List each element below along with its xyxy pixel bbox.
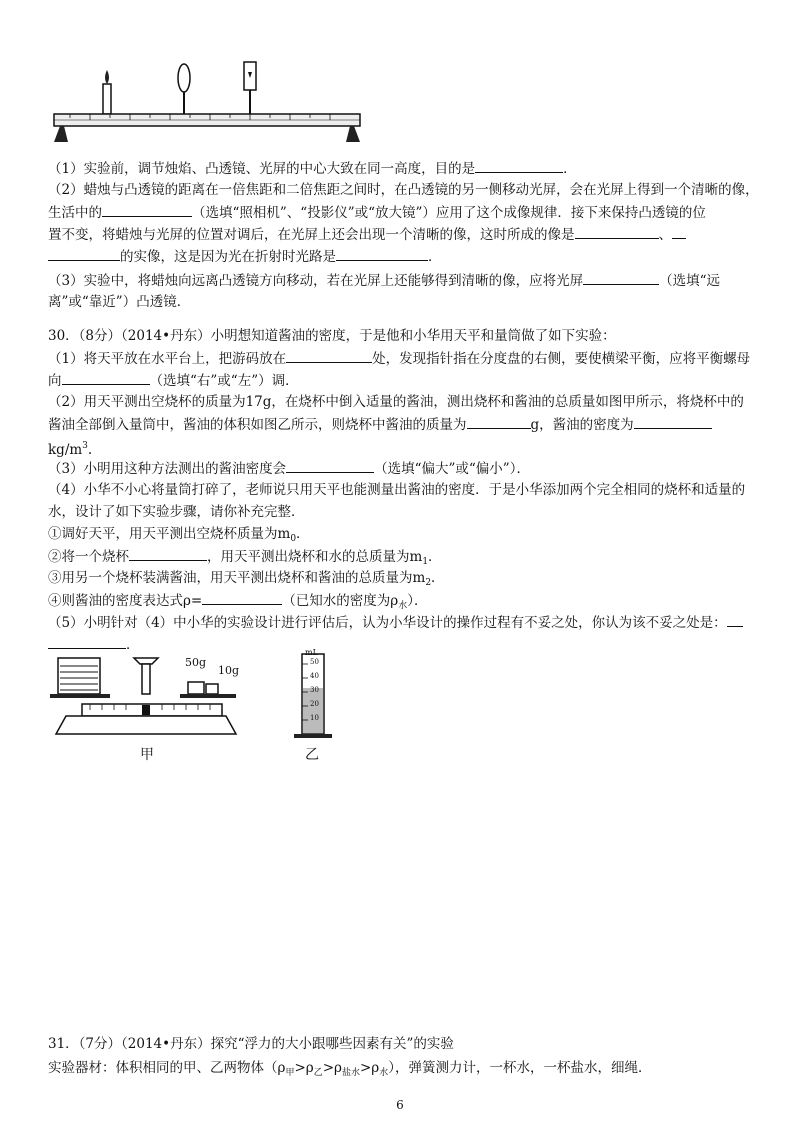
subscript: 水 [379, 1068, 389, 1078]
q31-text: >ρ [359, 1060, 380, 1076]
cylinder-tick: 20 [310, 700, 319, 708]
q30-text: （选填“偏大”或“偏小”）． [374, 461, 530, 477]
answer-blank[interactable] [129, 546, 207, 561]
balance-pointer [134, 658, 158, 694]
q30-text: ④则酱油的密度表达式ρ= [48, 593, 203, 609]
q30-text: ①调好天平，用天平测出空烧杯质量为m [48, 526, 291, 542]
q29-part2-text: 置不变，将蜡烛与光屏的位置对调后，在光屏上还会出现一个清晰的像，这时所成的像是 [48, 227, 575, 243]
answer-blank[interactable] [634, 414, 712, 429]
q29-part2-text: 、 [658, 227, 672, 243]
subscript: 0 [290, 534, 297, 544]
cylinder-tick: 50 [310, 658, 319, 666]
subscript: 乙 [313, 1068, 323, 1078]
q29-part1-text: （1）实验前，调节烛焰、凸透镜、光屏的中心大致在同一高度，目的是 [48, 161, 476, 177]
subscript: 2 [425, 578, 432, 588]
answer-blank[interactable] [48, 634, 126, 649]
q30-text: . [87, 442, 93, 458]
candle [103, 70, 111, 114]
q30-text: （选填“右”或“左”）调． [149, 373, 299, 389]
q30-text: ． [431, 570, 445, 586]
figure-yi-label: 乙 [305, 747, 319, 763]
q30-text: （3）小明用这种方法测出的酱油密度会 [48, 461, 287, 477]
q30-text: 酱油全部倒入量筒中，酱油的体积如图乙所示，则烧杯中酱油的质量为 [48, 417, 467, 433]
weights [188, 682, 218, 694]
cylinder-tick: 30 [310, 686, 319, 694]
subscript: 水 [398, 601, 408, 611]
q30-part4-line1: （4）小华不小心将量筒打碎了，老师说只用天平也能测量出酱油的密度．于是小华添加两个完全相同的烧杯和适量的 [48, 482, 746, 498]
cylinder-unit: mL [305, 648, 318, 657]
q29-part2-line3 [48, 224, 686, 245]
q30-part5-line1 [48, 612, 743, 633]
answer-blank[interactable] [575, 224, 659, 239]
q30-part1-line1 [48, 348, 750, 369]
q30-header: 30．（8分）（2014•丹东）小明想知道酱油的密度，于是他和小华用天平和量筒做了如下实验： [48, 328, 616, 344]
q30-part4-line2: 水，设计了如下实验步骤，请你补充完整． [48, 504, 305, 520]
mass-10g-label: 10g [218, 664, 240, 677]
optical-bench-figure [50, 58, 365, 144]
q30-text: （已知水的密度为ρ [282, 593, 399, 609]
q31-materials [48, 1058, 652, 1083]
q30-part2-line3 [48, 436, 92, 460]
answer-blank[interactable] [475, 158, 563, 173]
q30-text: ③用另一个烧杯装满酱油，用天平测出烧杯和酱油的总质量为m [48, 570, 426, 586]
left-pan [50, 694, 110, 698]
mass-50g-label: 50g [185, 656, 207, 669]
q29-part2-line2 [48, 202, 706, 223]
q29-part1-end: ． [563, 161, 577, 177]
unit-superscript: 3 [82, 441, 88, 451]
q29-part3-line1 [48, 270, 720, 291]
q31-text: >ρ [322, 1060, 342, 1076]
q30-text: （1）将天平放在水平台上，把游码放在 [48, 351, 287, 367]
answer-blank[interactable] [467, 414, 531, 429]
page-number: 6 [396, 1098, 404, 1112]
q30-part1-line2 [48, 370, 299, 391]
q29-part1 [48, 158, 577, 179]
q30-text: （5）小明针对（4）中小华的实验设计进行评估后，认为小华设计的操作过程有不妥之处，你认为该不妥之处是： [48, 615, 727, 631]
q29-part2-text: 的实像，这是因为光在折射时光路是 [120, 249, 336, 265]
q29-part2-line1: （2）蜡烛与凸透镜的距离在一倍焦距和二倍焦距之间时，在凸透镜的另一侧移动光屏，会在光屏上得到一个清晰的像， [48, 182, 759, 198]
q30-text: ②将一个烧杯 [48, 549, 129, 565]
light-screen [244, 62, 256, 114]
bench-rail [54, 114, 360, 142]
answer-blank[interactable] [48, 246, 120, 261]
q29-part3-text: （选填“远 [659, 273, 720, 289]
q31-text: ），弹簧测力计，一杯水，一杯盐水，细绳． [388, 1060, 652, 1076]
beaker [58, 658, 100, 694]
subscript: 甲 [285, 1068, 295, 1078]
density-unit: kg/m [48, 442, 83, 458]
answer-blank[interactable] [202, 590, 282, 605]
answer-blank[interactable] [583, 270, 659, 285]
subscript: 盐水 [341, 1068, 360, 1078]
q29-part3-line2: 离”或“靠近”）凸透镜． [48, 294, 191, 310]
q29-part2-end: ． [428, 249, 442, 265]
subscript: 1 [422, 557, 429, 567]
q30-text: ）． [407, 593, 428, 609]
balance-figure [46, 652, 246, 738]
q30-text: ． [296, 526, 310, 542]
q31-text: >ρ [294, 1060, 314, 1076]
answer-blank[interactable] [102, 202, 192, 217]
balance-beam [82, 704, 222, 716]
answer-blank[interactable] [286, 458, 374, 473]
q30-part2-line1: （2）用天平测出空烧杯的质量为17g，在烧杯中倒入适量的酱油，测出烧杯和酱油的总质量如图甲所示，将烧杯中的 [48, 394, 744, 410]
cylinder-tick: 10 [310, 714, 319, 722]
cylinder-base [294, 734, 332, 738]
q30-text: ，用天平测出烧杯和水的总质量为m [207, 549, 423, 565]
convex-lens [178, 64, 190, 114]
liquid [303, 688, 323, 733]
q31-text: 实验器材：体积相同的甲、乙两物体（ρ [48, 1060, 286, 1076]
q30-part3 [48, 458, 530, 479]
q29-part2-line4 [48, 246, 442, 267]
q29-part2-text: （选填“照相机”、“投影仪”或“放大镜”）应用了这个成像规律．接下来保持凸透镜的位 [192, 205, 706, 221]
right-pan [180, 694, 236, 698]
answer-blank[interactable] [62, 370, 150, 385]
q30-text: ． [428, 549, 442, 565]
q29-part3-text: （3）实验中，将蜡烛向远离凸透镜方向移动，若在光屏上还能够得到清晰的像，应将光屏 [48, 273, 584, 289]
answer-blank[interactable] [336, 246, 428, 261]
answer-blank[interactable] [672, 224, 686, 239]
q30-text: 向 [48, 373, 62, 389]
figure-jia-label: 甲 [140, 747, 154, 763]
q29-part2-text: 生活中的 [48, 205, 102, 221]
q30-text: ． [126, 637, 140, 653]
q31-header: 31．（7分）（2014•丹东）探究“浮力的大小跟哪些因素有关”的实验 [48, 1036, 454, 1052]
q30-part2-line2 [48, 414, 712, 435]
balance-base [56, 716, 236, 734]
q30-text: 处，发现指针指在分度盘的右侧，要使横梁平衡，应将平衡螺母 [372, 351, 751, 367]
answer-blank[interactable] [286, 348, 372, 363]
answer-blank[interactable] [727, 612, 743, 627]
cylinder-tick: 40 [310, 672, 319, 680]
q30-text: g，酱油的密度为 [530, 417, 634, 433]
